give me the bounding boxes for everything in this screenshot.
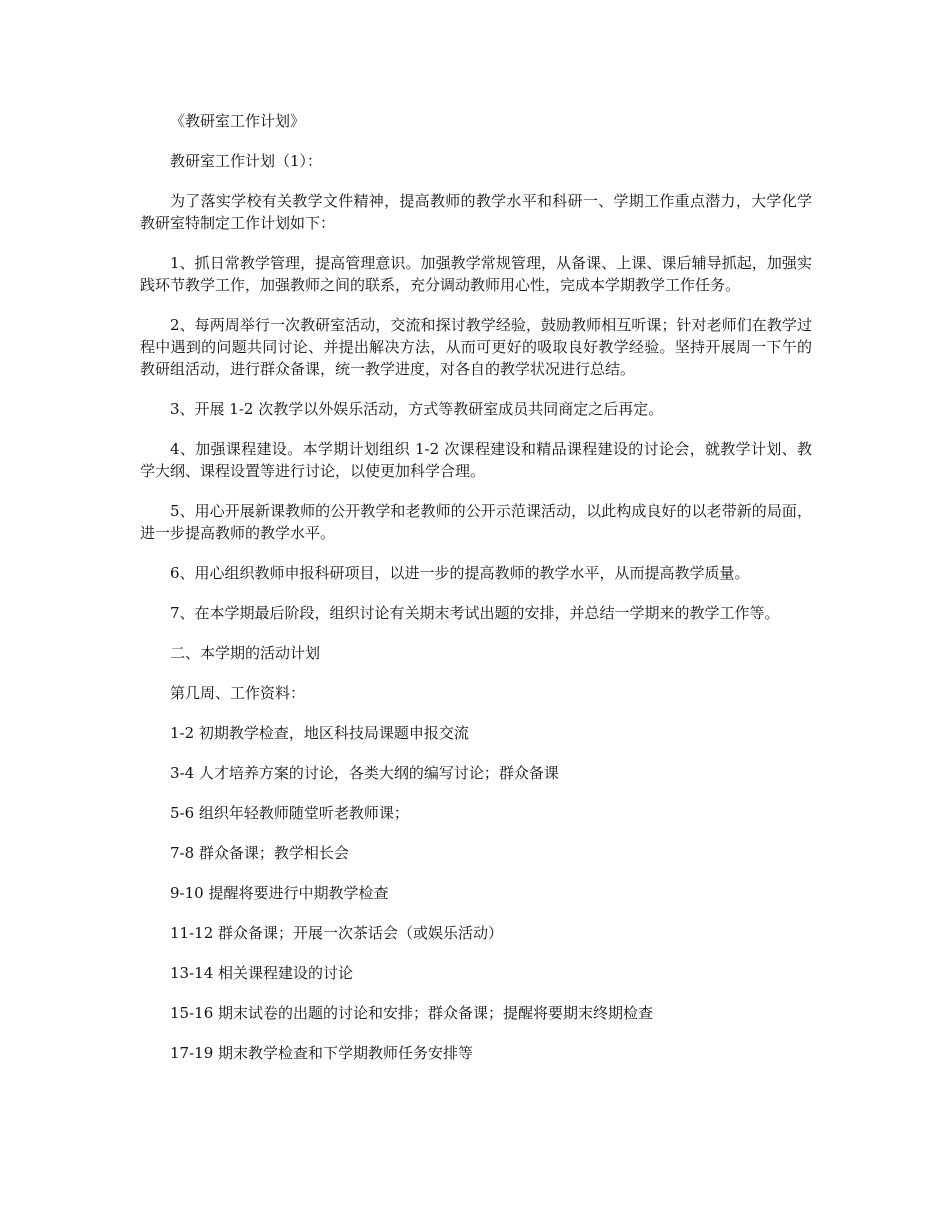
plan-item-7: 7、在本学期最后阶段，组织讨论有关期末考试出题的安排，并总结一学期来的教学工作等。: [170, 604, 780, 622]
document-subtitle: 教研室工作计划（1）：: [170, 152, 323, 170]
schedule-heading: 第几周、工作资料：: [170, 684, 306, 702]
plan-item-5: 5、用心开展新课教师的公开教学和老教师的公开示范课活动，以此构成良好的以老带新的局面，进一步提高教师的教学水平。: [140, 502, 812, 542]
plan-item-1: 1、抓日常教学管理，提高管理意识。加强教学常规管理，从备课、上课、课后辅导抓起，加强实践环节教学工作，加强教师之间的联系，充分调动教师用心性，完成本学期教学工作任务。: [140, 254, 812, 294]
plan-item-4: 4、加强课程建设。本学期计划组织 1-2 次课程建设和精品课程建设的讨论会，就教学计划、教学大纲、课程设置等进行讨论，以使更加科学合理。: [140, 440, 812, 480]
schedule-item: 3-4 人才培养方案的讨论，各类大纲的编写讨论；群众备课: [170, 764, 559, 782]
section-heading: 二、本学期的活动计划: [170, 644, 321, 662]
plan-item-3: 3、开展 1-2 次教学以外娱乐活动，方式等教研室成员共同商定之后再定。: [170, 400, 664, 418]
schedule-item: 7-8 群众备课；教学相长会: [170, 844, 349, 862]
schedule-item: 9-10 提醒将要进行中期教学检查: [170, 884, 389, 902]
intro-paragraph: 为了落实学校有关教学文件精神，提高教师的教学水平和科研一、学期工作重点潜力，大学化学教研室特制定工作计划如下：: [140, 192, 812, 232]
schedule-item: 13-14 相关课程建设的讨论: [170, 964, 354, 982]
schedule-item: 17-19 期末教学检查和下学期教师任务安排等: [170, 1044, 474, 1062]
document-body: [140, 110, 812, 1082]
schedule-item: 5-6 组织年轻教师随堂听老教师课；: [170, 804, 409, 822]
schedule-item: 1-2 初期教学检查，地区科技局课题申报交流: [170, 724, 469, 742]
document-title: 《教研室工作计划》: [170, 112, 306, 130]
plan-item-2: 2、每两周举行一次教研室活动，交流和探讨教学经验，鼓励教师相互听课；针对老师们在教学过程中遇到的问题共同讨论、并提出解决方法，从而可更好的吸取良好教学经验。坚持开展周一下午的教研组活动，进行群众备课，统一教学进度，对各自的教学状况进行总结。: [140, 316, 812, 378]
schedule-item: 11-12 群众备课；开展一次茶话会（或娱乐活动）: [170, 924, 504, 942]
schedule-item: 15-16 期末试卷的出题的讨论和安排；群众备课；提醒将要期末终期检查: [170, 1004, 654, 1022]
plan-item-6: 6、用心组织教师申报科研项目，以进一步的提高教师的教学水平，从而提高教学质量。: [170, 564, 750, 582]
